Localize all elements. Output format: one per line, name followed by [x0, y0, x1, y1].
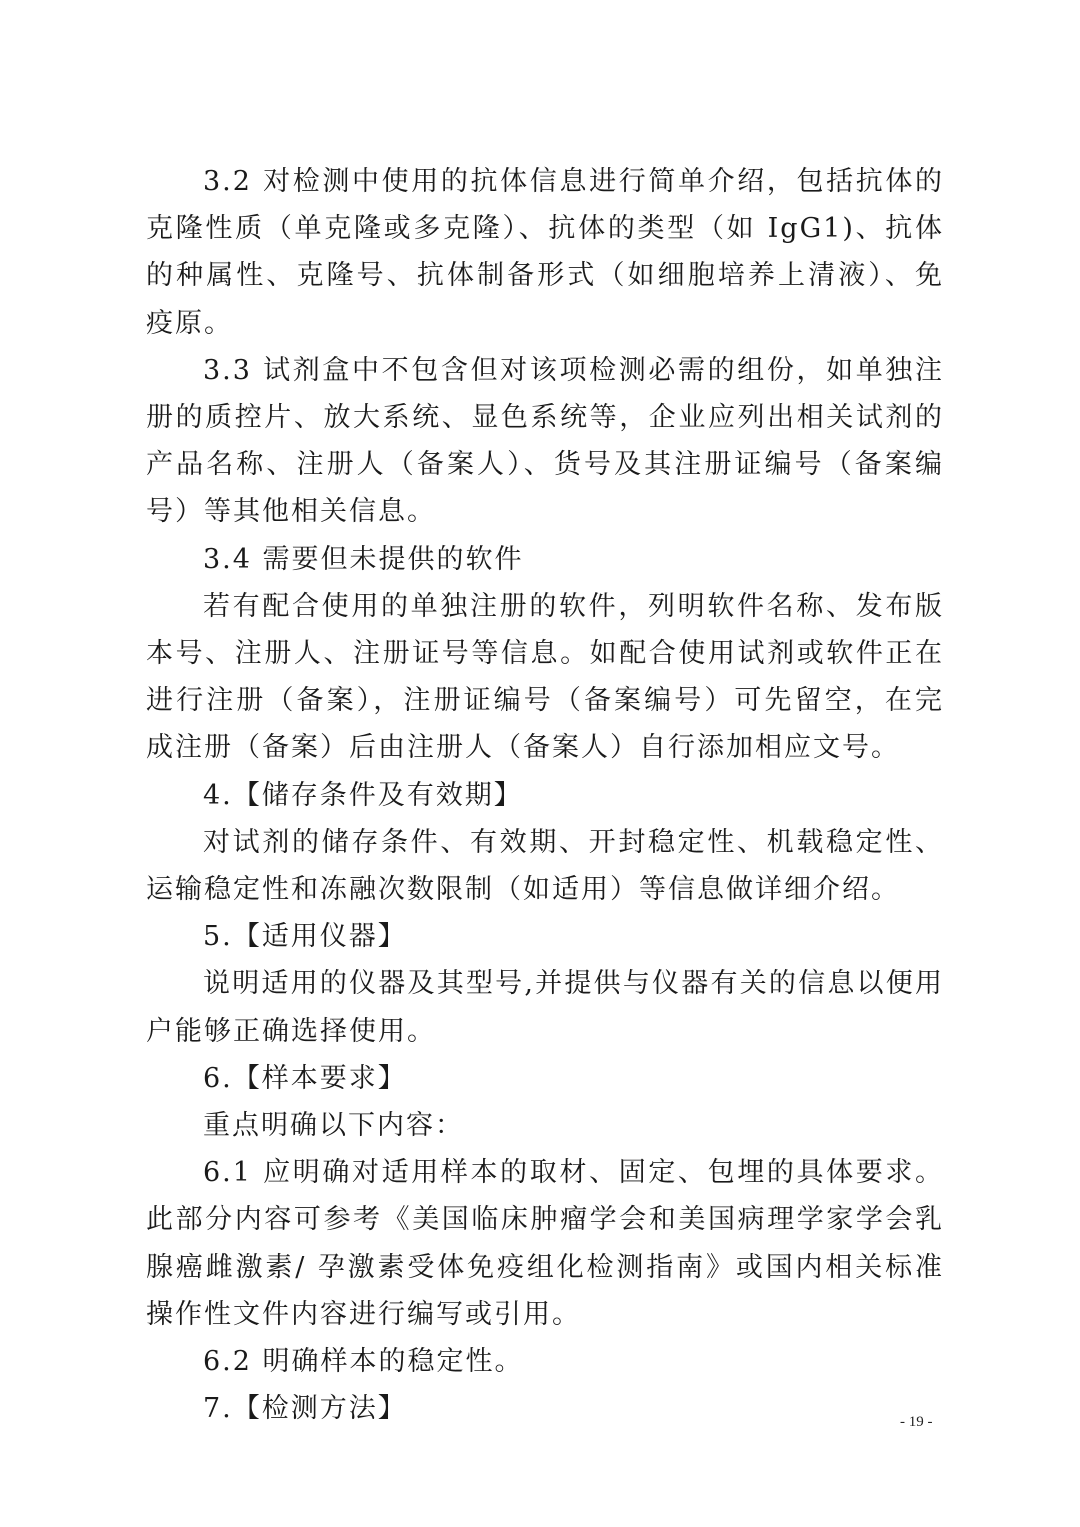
document-body — [146, 158, 944, 1432]
heading-instruments: 5.【适用仪器】 — [203, 921, 407, 953]
paragraph-3-3: 3.3 试剂盒中不包含但对该项检测必需的组份，如单独注册的质控片、放大系统、显色系统等，企业应列出相关试剂的产品名称、注册人（备案人）、货号及其注册证编号（备案编号）等其他相关信息。 — [146, 354, 944, 528]
paragraph-software: 若有配合使用的单独注册的软件，列明软件名称、发布版本号、注册人、注册证号等信息。如配合使用试剂或软件正在进行注册（备案），注册证编号（备案编号）可先留空，在完成注册（备案）后由注册人（备案人）自行添加相应文号。 — [146, 590, 944, 764]
paragraph-sample-intro: 重点明确以下内容： — [203, 1110, 464, 1142]
heading-test-method: 7.【检测方法】 — [203, 1393, 407, 1425]
heading-storage: 4.【储存条件及有效期】 — [203, 779, 523, 811]
paragraph-3-2: 3.2 对检测中使用的抗体信息进行简单介绍，包括抗体的克隆性质（单克隆或多克隆）、抗体的类型（如 IgG1)、抗体的种属性、克隆号、抗体制备形式（如细胞培养上清液）、免疫原。 — [146, 166, 944, 339]
heading-3-4: 3.4 需要但未提供的软件 — [203, 543, 524, 575]
paragraph-instruments: 说明适用的仪器及其型号,并提供与仪器有关的信息以便用户能够正确选择使用。 — [146, 968, 944, 1047]
heading-sample-requirements: 6.【样本要求】 — [203, 1062, 407, 1094]
paragraph-6-2: 6.2 明确样本的稳定性。 — [203, 1346, 524, 1378]
page-number: - 19 - — [900, 1414, 933, 1430]
paragraph-storage: 对试剂的储存条件、有效期、开封稳定性、机载稳定性、运输稳定性和冻融次数限制（如适用）等信息做详细介绍。 — [146, 826, 944, 906]
paragraph-6-1: 6.1 应明确对适用样本的取材、固定、包埋的具体要求。此部分内容可参考《美国临床肿瘤学会和美国病理学家学会乳腺癌雌激素/ 孕激素受体免疫组化检测指南》或国内相关标准操作性文件内容进行编写或引用。 — [146, 1157, 944, 1330]
